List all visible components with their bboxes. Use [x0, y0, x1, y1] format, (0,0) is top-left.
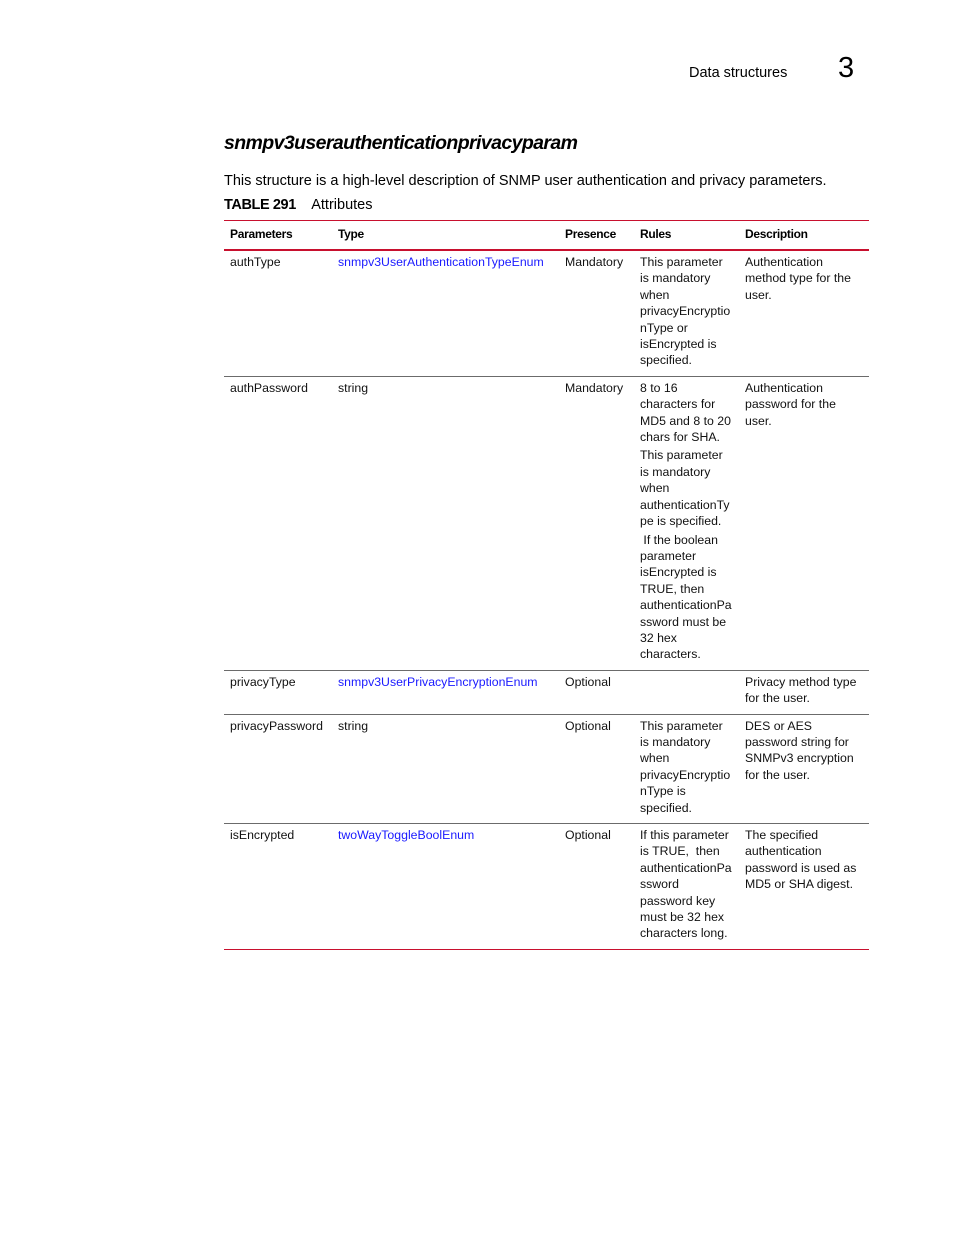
- description-cell: Authentication password for the user.: [745, 380, 836, 428]
- description-cell: Authentication method type for the user.: [745, 255, 851, 302]
- chapter-number: 3: [838, 52, 855, 84]
- table-row: [224, 376, 869, 670]
- type-cell: string: [338, 380, 369, 395]
- attributes-table: [224, 220, 869, 950]
- column-header-presence: Presence: [565, 227, 616, 242]
- table-header-row: [224, 221, 869, 251]
- running-head: Data structures: [689, 65, 788, 81]
- table-caption-text: Attributes: [311, 197, 373, 213]
- type-cell: [332, 824, 559, 950]
- type-link[interactable]: snmpv3UserPrivacyEncryptionEnum: [338, 674, 538, 689]
- rule-text: This parameter is mandatory when privacyEncryptionType is specified.: [640, 718, 731, 815]
- description-cell: The specified authentication password is used as MD5 or SHA digest.: [745, 828, 857, 892]
- column-header-type: Type: [338, 227, 364, 242]
- type-link[interactable]: twoWayToggleBoolEnum: [338, 828, 475, 842]
- table-row: [224, 714, 869, 823]
- presence-cell: Mandatory: [565, 255, 624, 269]
- type-cell: string: [338, 718, 369, 733]
- parameter-cell: isEncrypted: [230, 828, 295, 842]
- rules-cell: [634, 824, 739, 950]
- rules-cell: [634, 714, 739, 823]
- table-row: [224, 824, 869, 950]
- rule-text: This parameter is mandatory when privacyEncryptionType or isEncrypted is specified.: [640, 255, 731, 368]
- presence-cell: Optional: [565, 828, 611, 842]
- type-link[interactable]: snmpv3UserAuthenticationTypeEnum: [338, 255, 544, 269]
- column-header-description: Description: [745, 227, 808, 242]
- rule-text: If this parameter is TRUE, then authenticationPassword password key must be 32 hex characters long.: [640, 828, 733, 941]
- parameter-cell: authType: [230, 255, 281, 269]
- description-cell: Privacy method type for the user.: [745, 674, 857, 706]
- type-cell: [332, 670, 559, 714]
- parameter-cell: privacyPassword: [230, 718, 323, 733]
- rule-text: If the boolean parameter isEncrypted is TRUE, then authenticationPassword must be 32 hex characters.: [640, 532, 732, 662]
- table-row: [224, 670, 869, 714]
- parameter-cell: privacyType: [230, 674, 296, 689]
- parameter-cell: authPassword: [230, 380, 308, 395]
- description-cell: DES or AES password string for SNMPv3 encryption for the user.: [745, 718, 854, 782]
- rule-text: This parameter is mandatory when authenticationType is specified.: [640, 448, 730, 529]
- table-caption-label: TABLE 291: [224, 197, 296, 213]
- section-title: snmpv3userauthenticationprivacyparam: [224, 132, 578, 154]
- column-header-parameters: Parameters: [230, 227, 293, 242]
- table-row: [224, 250, 869, 376]
- rules-cell: [634, 250, 739, 376]
- type-cell: [332, 250, 559, 376]
- column-header-rules: Rules: [640, 227, 672, 242]
- presence-cell: Mandatory: [565, 380, 624, 395]
- rule-text: 8 to 16 characters for MD5 and 8 to 20 chars for SHA.: [640, 380, 731, 445]
- intro-paragraph: This structure is a high-level description of SNMP user authentication and privacy parameters.: [224, 173, 827, 189]
- rules-cell: [634, 670, 739, 714]
- presence-cell: Optional: [565, 674, 611, 689]
- rules-cell: [634, 376, 739, 670]
- presence-cell: Optional: [565, 718, 611, 733]
- table-caption: [224, 197, 372, 213]
